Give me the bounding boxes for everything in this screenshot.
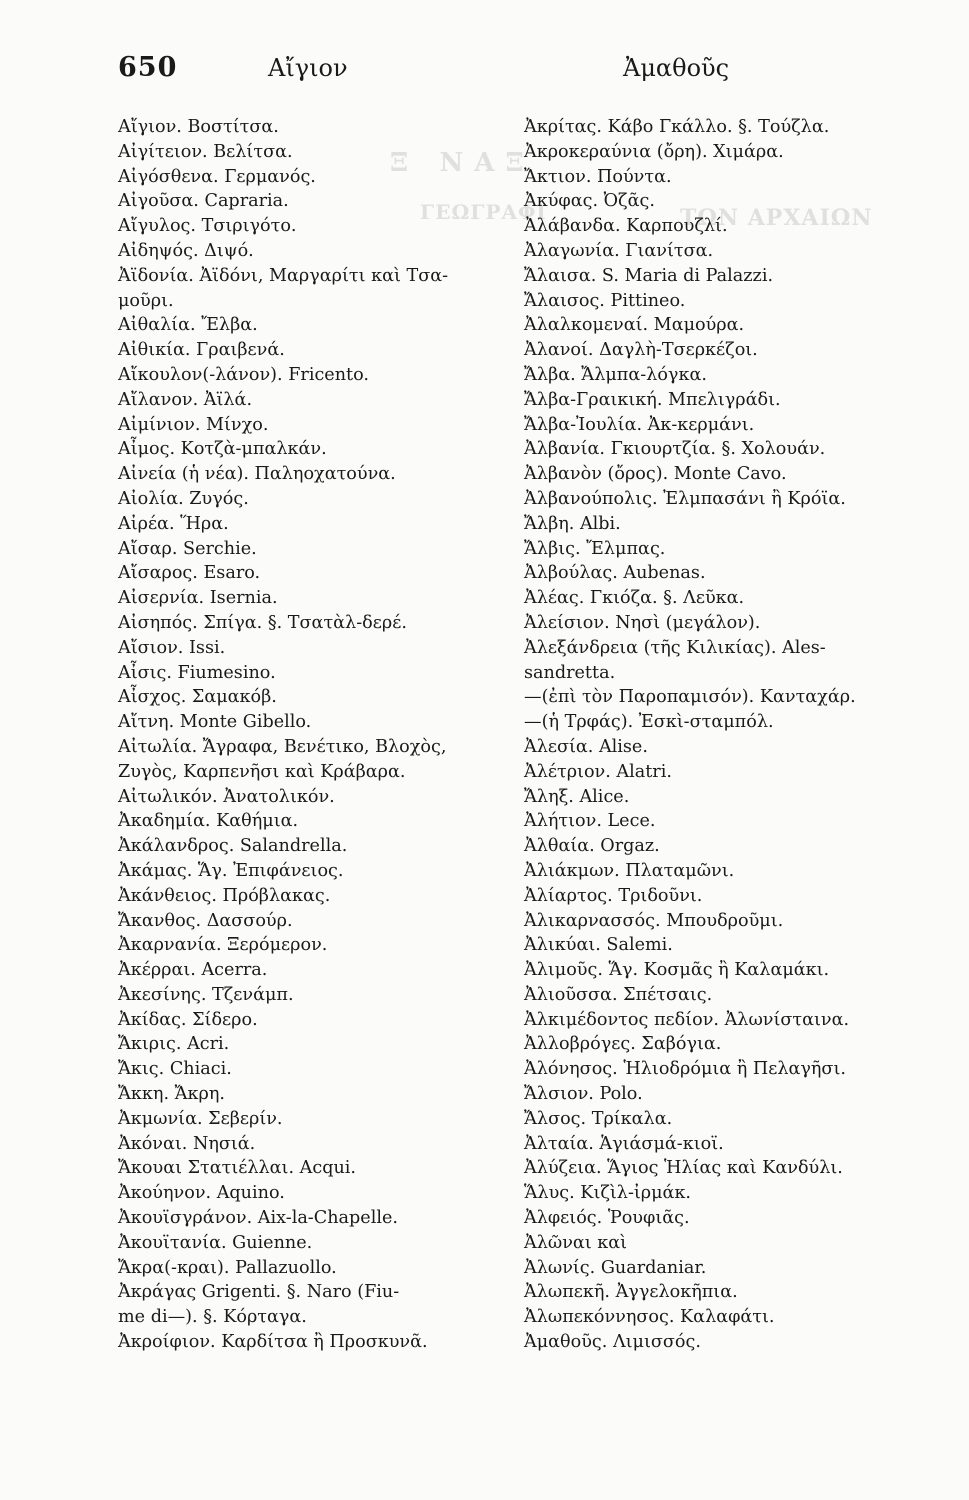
dictionary-entry: Ἄλαισα. S. Maria di Palazzi. — [524, 265, 774, 286]
dictionary-entry: Ἀκούηνον. Aquino. — [118, 1183, 285, 1204]
dictionary-entry: Αἰτωλικόν. Ἀνατολικόν. — [118, 786, 335, 807]
dictionary-entry: Ἀλιμοῦς. Ἅγ. Κοσμᾶς ἢ Καλαμάκι. — [524, 960, 830, 981]
dictionary-entry: Ἄλβα-Ἰουλία. Ἀκ-κερμάνι. — [524, 414, 755, 435]
dictionary-entry: Ἀλβανία. Γκιουρτζία. §. Χολουάν. — [524, 439, 826, 460]
dictionary-entry: Ἄλβη. Albi. — [524, 513, 621, 534]
dictionary-entry: Αἰθικία. Γραιβενά. — [118, 340, 285, 361]
dictionary-entry: Ἀκάνθειος. Πρόβλακας. — [118, 885, 331, 906]
dictionary-entry: Αἴλανον. Ἀϊλά. — [118, 389, 253, 410]
dictionary-entry: Ἀκρίτας. Κάβο Γκάλλο. §. Τούζλα. — [524, 117, 830, 137]
dictionary-entry: Ἀλιοῦσσα. Σπέτσαις. — [524, 984, 713, 1005]
running-head-first-entry: Αἴγιον — [268, 54, 348, 82]
dictionary-entry: Ἄλσιον. Polo. — [524, 1084, 643, 1105]
dictionary-entry: Ἀλικύαι. Salemi. — [524, 935, 673, 956]
dictionary-entry: Ἀλωνίς. Guardaniar. — [524, 1257, 707, 1278]
dictionary-entry: —(ἐπὶ τὸν Παροπαμισόν). Κανταχάρ. — [524, 687, 856, 708]
dictionary-entry: Ἀλανοί. Δαγλὴ-Τσερκέζοι. — [524, 340, 758, 361]
dictionary-entry: Ἀλταία. Ἁγιάσμά-κιοϊ. — [524, 1133, 724, 1154]
dictionary-entry: Αἴσαρ. Serchie. — [118, 538, 257, 559]
dictionary-entry: Ἄκανθος. Δασσούρ. — [118, 910, 293, 931]
dictionary-entry: Ἀκροίφιον. Καρδίτσα ἢ Προσκυνᾶ. — [118, 1332, 428, 1353]
dictionary-entry: Ἀκαρνανία. Ξερόμερον. — [118, 935, 328, 956]
dictionary-entry: Ἀλαλκομεναί. Μαμούρα. — [524, 315, 745, 336]
dictionary-entry: Ἀκάλανδρος. Salandrella. — [118, 836, 348, 857]
dictionary-entry: Ἄκουαι Στατιέλλαι. Acqui. — [118, 1158, 357, 1179]
dictionary-entry: Ἄκτιον. Πούντα. — [524, 166, 672, 187]
dictionary-entry: Ἄλσος. Τρίκαλα. — [524, 1108, 673, 1129]
dictionary-entry: Ἀλόνησος. Ἡλιοδρόμια ἢ Πελαγῆσι. — [524, 1059, 846, 1080]
dictionary-entry: Ἀλικαρνασσός. Μπουδροῦμι. — [524, 910, 784, 931]
dictionary-entry: Ἀκάμας. Ἅγ. Ἐπιφάνειος. — [118, 860, 344, 881]
page-number: 650 — [118, 52, 178, 83]
dictionary-entry: Ἄλβα-Γραικική. Μπελιγράδι. — [524, 389, 781, 410]
page-header — [118, 52, 933, 100]
dictionary-entry: Αἰγόσθενα. Γερμανός. — [118, 166, 316, 187]
dictionary-entry: Ἀλφειός. Ῥουφιᾶς. — [524, 1208, 690, 1229]
dictionary-entry: Αἰμίνιον. Μίνχο. — [118, 414, 269, 435]
dictionary-entry: Ἀλέας. Γκιόζα. §. Λεῦκα. — [524, 588, 745, 609]
dictionary-entry: Ἀκράγας Grigenti. §. Naro (Fiu- — [118, 1282, 400, 1303]
dictionary-entry: Αἶσις. Fiumesino. — [118, 662, 276, 683]
running-head-last-entry: Ἀμαθοῦς — [623, 54, 730, 82]
dictionary-entry: Αἰσερνία. Isernia. — [118, 588, 278, 609]
dictionary-entry: Ἀκουϊσγράνον. Aix-la-Chapelle. — [118, 1208, 398, 1229]
dictionary-entry: Αἶμος. Κοτζὰ-μπαλκάν. — [118, 439, 327, 460]
dictionary-entry: Αἴσιον. Issi. — [118, 637, 226, 658]
dictionary-entry: Ἄλαισος. Pittineo. — [524, 290, 686, 311]
dictionary-entry: Ἀλίαρτος. Τριδοῦνι. — [524, 885, 703, 906]
dictionary-entry: Ἀλάβανδα. Καρπουζλί. — [524, 216, 728, 237]
dictionary-entry-continuation: μοῦρι. — [118, 290, 174, 311]
dictionary-entry: Αἴτνη. Monte Gibello. — [118, 712, 312, 733]
dictionary-entry: Ἀλήτιον. Lece. — [524, 811, 656, 832]
dictionary-entry: Ἀλθαία. Orgaz. — [524, 836, 660, 857]
dictionary-entry: Ἀκεσίνης. Τζενάμπ. — [118, 984, 294, 1005]
dictionary-entry: Αἰνεία (ἡ νέα). Παληοχατούνα. — [118, 464, 396, 485]
dictionary-entry: Ἀλεξάνδρεια (τῆς Κιλικίας). Ales- — [524, 637, 826, 658]
dictionary-entry: Ἀλῶναι καὶ — [524, 1232, 628, 1253]
dictionary-entry: Ἅλυς. Κιζὶλ-ἰρμάκ. — [524, 1183, 692, 1204]
dictionary-entry: Ἀϊδονία. Ἀϊδόνι, Μαργαρίτι καὶ Τσα- — [118, 265, 449, 286]
dictionary-entry: Ἀλβανούπολις. Ἐλμπασάνι ἢ Κρόϊα. — [524, 488, 846, 509]
dictionary-entry: Ἀλωπεκόννησος. Καλαφάτι. — [524, 1307, 775, 1328]
dictionary-entry: Ἀκαδημία. Καθήμια. — [118, 811, 299, 832]
dictionary-entry: Ἄκιρις. Acri. — [118, 1034, 230, 1055]
dictionary-entry: Αἰολία. Ζυγός. — [118, 488, 249, 509]
dictionary-entry-continuation: sandretta. — [524, 662, 616, 683]
dictionary-entry: Αἰσηπός. Σπίγα. §. Τσατὰλ-δερέ. — [118, 612, 407, 633]
dictionary-entry: Ἀλβανὸν (ὄρος). Monte Cavo. — [524, 464, 787, 485]
dictionary-entry: Αἴσαρος. Esaro. — [118, 563, 261, 584]
dictionary-entry: Ἄκρα(-κραι). Pallazuollo. — [118, 1257, 337, 1278]
dictionary-entry: Ἀλαγωνία. Γιανίτσα. — [524, 240, 714, 261]
dictionary-entry: Ἀλωπεκῆ. Ἀγγελοκῆπια. — [524, 1282, 738, 1303]
dictionary-entry: Ἄκις. Chiaci. — [118, 1059, 232, 1080]
dictionary-entry: Ἄλβις. Ἔλμπας. — [524, 538, 666, 559]
dictionary-entry: Ἀλιάκμων. Πλαταμῶνι. — [524, 860, 735, 881]
dictionary-entry: Ἀμαθοῦς. Λιμισσός. — [524, 1332, 701, 1353]
bleed-through-text: ΓΕΩΓΡΑΦΙ — [420, 200, 547, 224]
dictionary-entry: Ἀλκιμέδοντος πεδίον. Ἀλωνίσταινα. — [524, 1009, 850, 1030]
dictionary-entry: Ἀκμωνία. Σεβερίν. — [118, 1108, 283, 1129]
dictionary-entry: Ἄκκη. Ἄκρη. — [118, 1084, 226, 1105]
dictionary-entry: Αἰτωλία. Ἄγραφα, Βενέτικο, Βλοχὸς, — [118, 736, 447, 757]
right-column — [524, 115, 934, 1355]
dictionary-entry: Ἀκίδας. Σίδερο. — [118, 1009, 258, 1030]
dictionary-entry-continuation: Ζυγὸς, Καρπενῆσι καὶ Κράβαρα. — [118, 761, 406, 782]
dictionary-entry: Ἀλέτριον. Alatri. — [524, 761, 672, 782]
dictionary-entry: Αἰγίτειον. Βελίτσα. — [118, 141, 293, 162]
dictionary-entry: Ἀλεσία. Alise. — [524, 736, 648, 757]
dictionary-entry: Ἀλύζεια. Ἅγιος Ἡλίας καὶ Κανδύλι. — [524, 1158, 843, 1179]
dictionary-entry: Ἀλείσιον. Νησὶ (μεγάλον). — [524, 612, 761, 633]
dictionary-entry: Ἀκέρραι. Acerra. — [118, 960, 268, 981]
column-gutter — [505, 110, 506, 1390]
dictionary-entry: Ἀκροκεραύνια (ὄρη). Χιμάρα. — [524, 141, 784, 162]
dictionary-entry: Αἰγοῦσα. Capraria. — [118, 191, 289, 212]
dictionary-entry: Ἄλβα. Ἄλμπα-λόγκα. — [524, 364, 707, 385]
left-column — [118, 115, 493, 1355]
dictionary-entry: Αἰδηψός. Διψό. — [118, 240, 254, 261]
dictionary-entry: —(ἡ Τρφάς). Ἐσκὶ-σταμπόλ. — [524, 712, 774, 733]
dictionary-entry: Αἴκουλον(-λάνον). Fricento. — [118, 364, 369, 385]
dictionary-entry: Ἀκόναι. Νησιά. — [118, 1133, 256, 1154]
dictionary-entry-continuation: me di—). §. Κόρταγα. — [118, 1307, 307, 1328]
dictionary-entry: Ἀκουϊτανία. Guienne. — [118, 1232, 313, 1253]
dictionary-entry: Αἰρέα. Ἥρα. — [118, 513, 229, 534]
dictionary-entry: Αἰθαλία. Ἔλβα. — [118, 315, 258, 336]
dictionary-entry: Ἄληξ. Alice. — [524, 786, 630, 807]
dictionary-entry: Αἴγιον. Βοστίτσα. — [118, 117, 279, 137]
dictionary-entry: Αἴγυλος. Τσιριγότο. — [118, 216, 297, 237]
dictionary-entry: Αἶσχος. Σαμακόβ. — [118, 687, 277, 708]
dictionary-entry: Ἀκύφας. Ὀζᾶς. — [524, 191, 655, 212]
bleed-through-text: Ξ N A Ξ — [390, 148, 525, 178]
bleed-through-text: ΤΩΝ ΑΡΧΑΙΩΝ — [680, 205, 873, 231]
dictionary-entry: Ἀλλοβρόγες. Σαβόγια. — [524, 1034, 722, 1055]
dictionary-entry: Ἀλβούλας. Aubenas. — [524, 563, 706, 584]
